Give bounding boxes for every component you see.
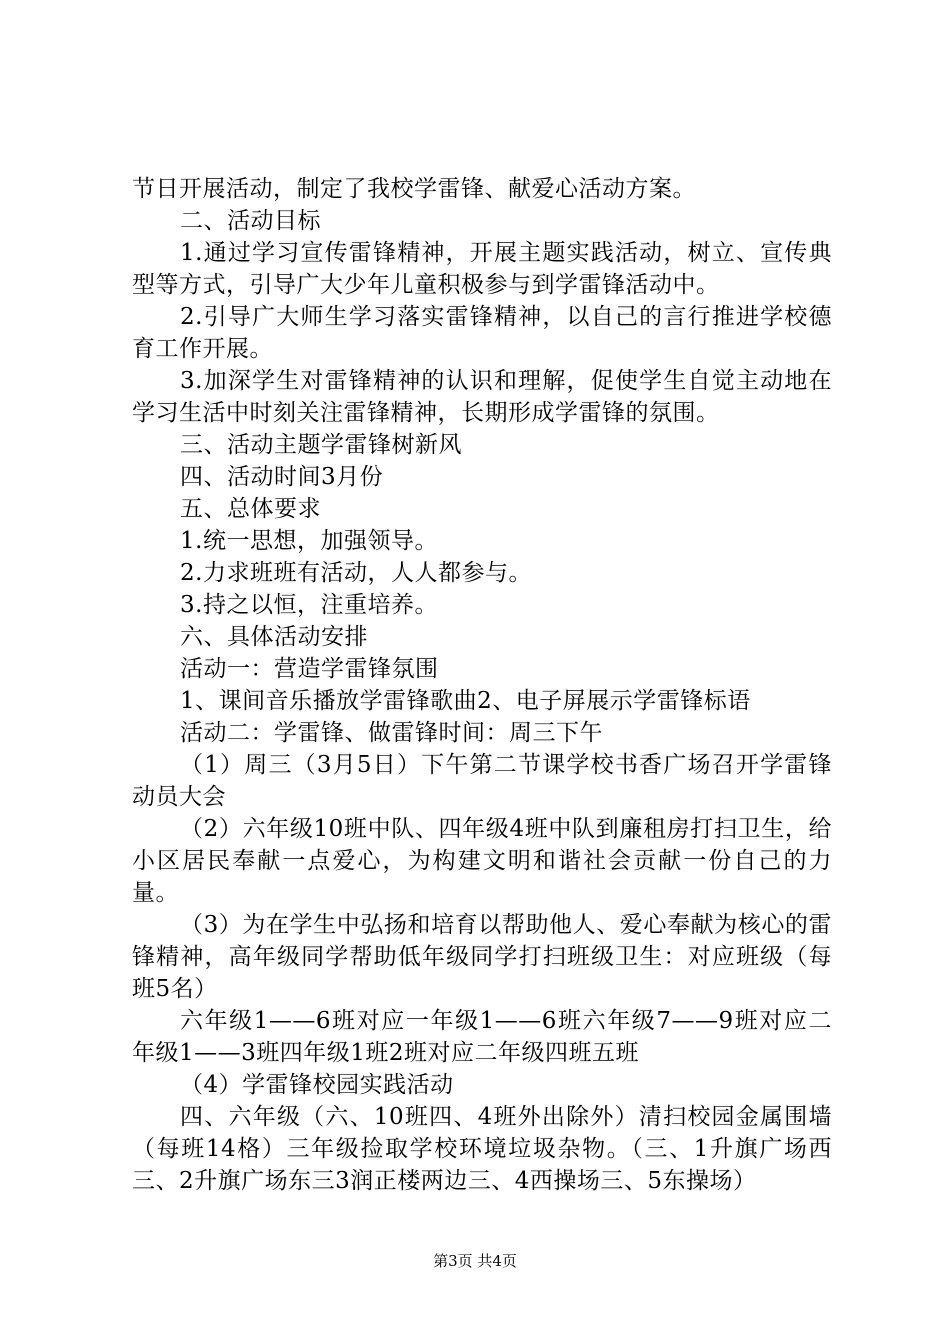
page-number-label: 第3页 共4页 xyxy=(433,1252,517,1270)
requirement-item-3: 3.持之以恒，注重培养。 xyxy=(180,592,438,618)
class-pairing-text: 六年级1——6班对应一年级1——6班六年级7——9班对应二年级1——3班四年级1班2班对应二年级四班五班 xyxy=(132,1008,832,1066)
requirement-item-1: 1.统一思想，加强领导。 xyxy=(180,528,438,554)
section-heading-arrangement: 六、具体活动安排 xyxy=(180,624,368,650)
goal-item-1: 1.通过学习宣传雷锋精神，开展主题实践活动，树立、宣传典型等方式，引导广大少年儿童积极参与到学雷锋活动中。 xyxy=(132,240,832,298)
activity-two-item-4: （4）学雷锋校园实践活动 xyxy=(180,1072,454,1098)
section-heading-theme: 三、活动主题学雷锋树新风 xyxy=(180,432,462,458)
goal-item-2: 2.引导广大师生学习落实雷锋精神，以自己的言行推进学校德育工作开展。 xyxy=(132,304,832,362)
section-heading-goals: 二、活动目标 xyxy=(180,208,321,234)
page-footer xyxy=(0,1251,950,1271)
activity-two-item-1: （1）周三（3月5日）下午第二节课学校书香广场召开学雷锋动员大会 xyxy=(132,752,832,810)
activity-one-detail: 1、课间音乐播放学雷锋歌曲2、电子屏展示学雷锋标语 xyxy=(180,688,751,714)
activity-two-item-2: （2）六年级10班中队、四年级4班中队到廉租房打扫卫生，给小区居民奉献一点爱心，为构建文明和谐社会贡献一份自己的力量。 xyxy=(132,816,832,906)
goal-item-3: 3.加深学生对雷锋精神的认识和理解，促使学生自觉主动地在学习生活中时刻关注雷锋精神，长期形成学雷锋的氛围。 xyxy=(132,368,832,426)
paragraph-continuation: 节日开展活动，制定了我校学雷锋、献爱心活动方案。 xyxy=(132,176,696,202)
cleanup-assignment-text: 四、六年级（六、10班四、4班外出除外）清扫校园金属围墙（每班14格）三年级捡取学校环境垃圾杂物。（三、1升旗广场西三、2升旗广场东三3润正楼两边三、4西操场三、5东操场） xyxy=(132,1104,832,1194)
document-body xyxy=(132,173,832,1197)
activity-two-heading: 活动二：学雷锋、做雷锋时间：周三下午 xyxy=(180,720,603,746)
section-heading-time: 四、活动时间3月份 xyxy=(180,464,384,490)
activity-two-item-3: （3）为在学生中弘扬和培育以帮助他人、爱心奉献为核心的雷锋精神，高年级同学帮助低年级同学打扫班级卫生：对应班级（每班5名） xyxy=(132,912,832,1002)
section-heading-requirements: 五、总体要求 xyxy=(180,496,321,522)
activity-one-heading: 活动一：营造学雷锋氛围 xyxy=(180,656,439,682)
requirement-item-2: 2.力求班班有活动，人人都参与。 xyxy=(180,560,532,586)
